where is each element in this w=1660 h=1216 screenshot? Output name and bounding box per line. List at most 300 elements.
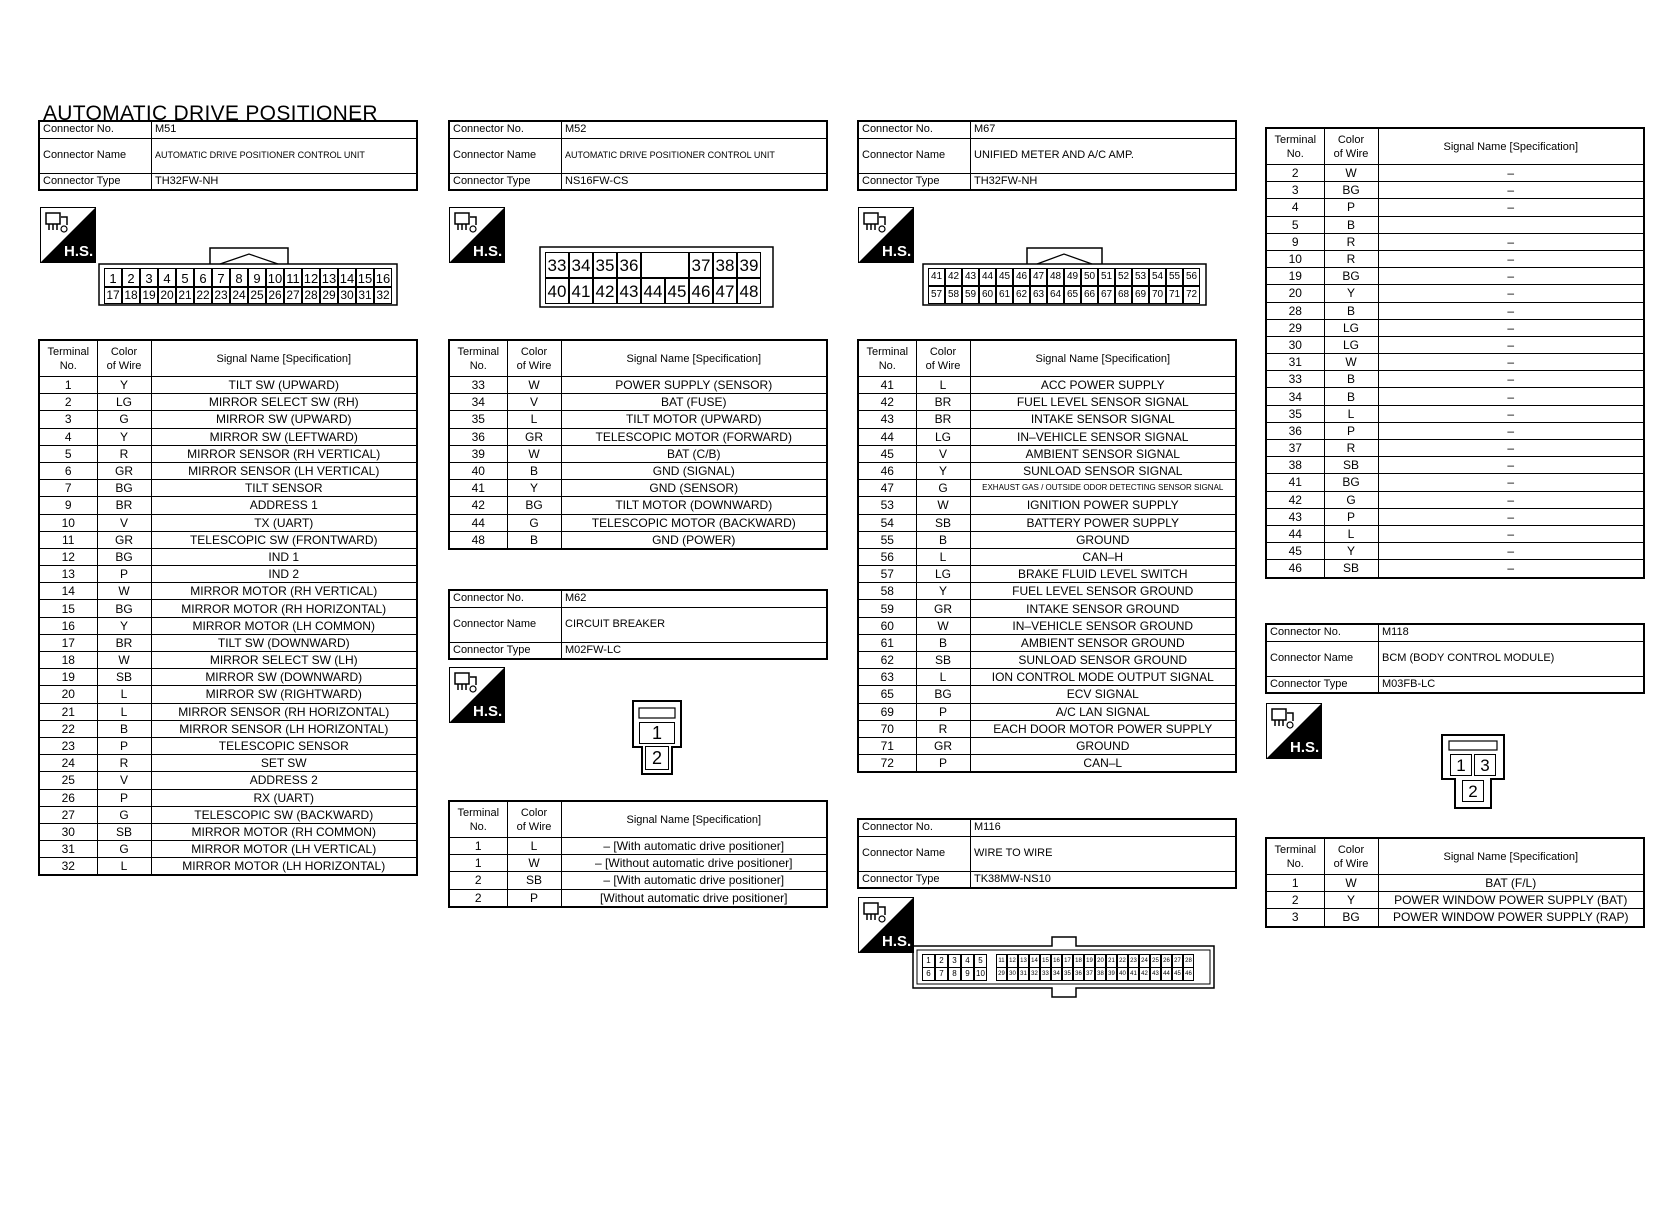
table-row xyxy=(39,823,417,840)
terminal-no: 6 xyxy=(39,462,97,479)
table-row xyxy=(39,652,417,669)
table-row xyxy=(39,428,417,445)
terminal-no: 39 xyxy=(449,445,507,462)
pin-33: 33 xyxy=(1040,967,1051,981)
terminal-no: 2 xyxy=(1266,892,1324,909)
signal-name: – xyxy=(1378,336,1644,353)
wire-color: LG xyxy=(1324,319,1378,336)
terminal-table-m52 xyxy=(448,339,828,550)
pin-63: 63 xyxy=(1030,286,1047,304)
pin-39: 39 xyxy=(737,252,761,278)
terminal-no: 38 xyxy=(1266,457,1324,474)
terminal-no: 55 xyxy=(858,531,916,548)
signal-name: – xyxy=(1378,250,1644,267)
wire-color: LG xyxy=(1324,336,1378,353)
wire-color: R xyxy=(97,445,151,462)
connector-face-m52 xyxy=(539,246,774,308)
wire-color: L xyxy=(507,411,561,428)
wire-color: L xyxy=(97,686,151,703)
wire-color: BR xyxy=(916,411,970,428)
signal-name: BAT (FUSE) xyxy=(561,394,827,411)
terminal-no: 25 xyxy=(39,772,97,789)
table-row xyxy=(858,583,1236,600)
table-row xyxy=(1266,474,1644,491)
signal-name: INTAKE SENSOR GROUND xyxy=(970,600,1236,617)
signal-name: TELESCOPIC SW (BACKWARD) xyxy=(151,806,417,823)
terminal-no: 41 xyxy=(1266,474,1324,491)
wire-color: B xyxy=(507,531,561,549)
terminal-no: 11 xyxy=(39,531,97,548)
connector-type-label: Connector Type xyxy=(1266,676,1379,693)
pin-11: 11 xyxy=(996,954,1007,968)
terminal-no: 32 xyxy=(39,858,97,876)
pin-9: 9 xyxy=(961,967,974,981)
pin-41: 41 xyxy=(1128,967,1139,981)
table-row xyxy=(449,497,827,514)
connector-face-m118 xyxy=(1441,734,1505,809)
signal-name: TILT SENSOR xyxy=(151,480,417,497)
pin-16: 16 xyxy=(1051,954,1062,968)
table-row xyxy=(858,514,1236,531)
pin-25: 25 xyxy=(1150,954,1161,968)
table-row xyxy=(39,789,417,806)
signal-name: – xyxy=(1378,388,1644,405)
table-row xyxy=(449,531,827,549)
wire-color: B xyxy=(916,531,970,548)
pin-54: 54 xyxy=(1149,268,1166,286)
table-row xyxy=(449,838,827,855)
pin-23: 23 xyxy=(1128,954,1139,968)
terminal-no: 59 xyxy=(858,600,916,617)
pin-19: 19 xyxy=(1084,954,1095,968)
pin-26: 26 xyxy=(266,286,284,304)
table-row xyxy=(449,411,827,428)
connector-name-label: Connector Name xyxy=(449,607,562,642)
terminal-no: 58 xyxy=(858,583,916,600)
terminal-no: 34 xyxy=(449,394,507,411)
signal-name: TX (UART) xyxy=(151,514,417,531)
pin-5: 5 xyxy=(176,268,194,288)
connector-no-label: Connector No. xyxy=(1266,624,1379,641)
signal-name: MIRROR SW (LEFTWARD) xyxy=(151,428,417,445)
terminal-no: 1 xyxy=(449,838,507,855)
terminal-no: 71 xyxy=(858,737,916,754)
table-row xyxy=(858,634,1236,651)
pin-47: 47 xyxy=(1030,268,1047,286)
pin-10: 10 xyxy=(266,268,284,288)
connector-info-m67 xyxy=(857,120,1237,191)
wire-color: V xyxy=(507,394,561,411)
terminal-no: 13 xyxy=(39,566,97,583)
pin-44: 44 xyxy=(641,278,665,304)
terminal-no: 1 xyxy=(39,377,97,394)
table-row xyxy=(1266,560,1644,578)
terminal-no: 10 xyxy=(39,514,97,531)
table-row xyxy=(858,755,1236,773)
table-row xyxy=(858,720,1236,737)
signal-name: MIRROR SENSOR (LH HORIZONTAL) xyxy=(151,720,417,737)
connector-no-label: Connector No. xyxy=(39,121,152,138)
table-row xyxy=(39,377,417,394)
wire-color: LG xyxy=(916,566,970,583)
wire-color: GR xyxy=(507,428,561,445)
pin-33: 33 xyxy=(545,252,569,278)
wire-color: BG xyxy=(916,686,970,703)
terminal-no: 54 xyxy=(858,514,916,531)
wire-color: G xyxy=(97,841,151,858)
connector-info-m62 xyxy=(448,589,828,660)
terminal-no: 29 xyxy=(1266,319,1324,336)
wire-color: GR xyxy=(97,462,151,479)
terminal-no: 31 xyxy=(1266,354,1324,371)
pin-row-top-right xyxy=(996,954,1194,968)
wire-color: W xyxy=(1324,875,1378,892)
connector-name: AUTOMATIC DRIVE POSITIONER CONTROL UNIT xyxy=(152,138,418,173)
terminal-no: 23 xyxy=(39,737,97,754)
table-row xyxy=(1266,336,1644,353)
pin-12: 12 xyxy=(302,268,320,288)
table-row xyxy=(858,531,1236,548)
pin-31: 31 xyxy=(1018,967,1029,981)
terminal-no: 36 xyxy=(449,428,507,445)
signal-name: POWER WINDOW POWER SUPPLY (RAP) xyxy=(1378,909,1644,927)
signal-name: IGNITION POWER SUPPLY xyxy=(970,497,1236,514)
signal-name-header: Signal Name [Specification] xyxy=(1378,838,1644,875)
signal-name: – xyxy=(1378,285,1644,302)
connector-name: UNIFIED METER AND A/C AMP. xyxy=(971,138,1237,173)
table-row xyxy=(449,445,827,462)
terminal-no: 42 xyxy=(858,394,916,411)
signal-name: RX (UART) xyxy=(151,789,417,806)
pin-12: 12 xyxy=(1007,954,1018,968)
wire-color: V xyxy=(916,445,970,462)
connector-info-m118 xyxy=(1265,623,1645,694)
signal-name: ECV SIGNAL xyxy=(970,686,1236,703)
pin-43: 43 xyxy=(962,268,979,286)
harness-side-icon xyxy=(449,207,505,263)
table-row xyxy=(858,600,1236,617)
table-row xyxy=(858,411,1236,428)
wire-color: W xyxy=(916,497,970,514)
wire-color: SB xyxy=(916,514,970,531)
signal-name: BRAKE FLUID LEVEL SWITCH xyxy=(970,566,1236,583)
wire-color: L xyxy=(97,703,151,720)
terminal-no: 53 xyxy=(858,497,916,514)
table-row xyxy=(39,634,417,651)
harness-side-icon xyxy=(1266,703,1322,759)
terminal-no: 24 xyxy=(39,755,97,772)
pin-9: 9 xyxy=(248,268,266,288)
table-row xyxy=(1266,491,1644,508)
pin-72: 72 xyxy=(1183,286,1200,304)
pin-62: 62 xyxy=(1013,286,1030,304)
wire-color: B xyxy=(507,462,561,479)
pin-1: 1 xyxy=(1450,754,1472,776)
terminal-no: 4 xyxy=(39,428,97,445)
signal-name: BAT (C/B) xyxy=(561,445,827,462)
wire-color: V xyxy=(97,514,151,531)
table-row xyxy=(1266,457,1644,474)
connector-no-label: Connector No. xyxy=(449,121,562,138)
wire-color: Y xyxy=(507,480,561,497)
pin-2: 2 xyxy=(122,268,140,288)
wire-color: Y xyxy=(97,617,151,634)
signal-name: – xyxy=(1378,560,1644,578)
wire-color: Y xyxy=(1324,892,1378,909)
terminal-no: 18 xyxy=(39,652,97,669)
signal-name: ION CONTROL MODE OUTPUT SIGNAL xyxy=(970,669,1236,686)
table-row xyxy=(1266,268,1644,285)
pin-37: 37 xyxy=(1084,967,1095,981)
color-of-wire-header: Color of Wire xyxy=(1324,838,1378,875)
wire-color: SB xyxy=(507,872,561,889)
terminal-no: 44 xyxy=(449,514,507,531)
hs-label: H.S. xyxy=(64,243,94,260)
wire-color: P xyxy=(916,703,970,720)
pin-27: 27 xyxy=(1172,954,1183,968)
pin-4: 4 xyxy=(158,268,176,288)
signal-name: EXHAUST GAS / OUTSIDE ODOR DETECTING SENSOR SIGNAL xyxy=(970,480,1236,497)
pin-44: 44 xyxy=(979,268,996,286)
wire-color: SB xyxy=(1324,457,1378,474)
pin-66: 66 xyxy=(1081,286,1098,304)
table-row xyxy=(39,737,417,754)
pin-42: 42 xyxy=(1139,967,1150,981)
wire-color: L xyxy=(1324,405,1378,422)
pin-18: 18 xyxy=(1073,954,1084,968)
pin-row-bottom-left xyxy=(922,967,987,981)
pin-71: 71 xyxy=(1166,286,1183,304)
table-row xyxy=(39,480,417,497)
table-row xyxy=(1266,892,1644,909)
wire-color: V xyxy=(97,772,151,789)
pin-13: 13 xyxy=(320,268,338,288)
signal-name: – xyxy=(1378,491,1644,508)
wire-color: SB xyxy=(97,669,151,686)
wire-color: G xyxy=(916,480,970,497)
wire-color: R xyxy=(1324,250,1378,267)
color-of-wire-header: Color of Wire xyxy=(507,801,561,838)
terminal-no-header: Terminal No. xyxy=(1266,128,1324,165)
terminal-no: 9 xyxy=(39,497,97,514)
hs-label: H.S. xyxy=(473,703,503,720)
signal-name: BATTERY POWER SUPPLY xyxy=(970,514,1236,531)
pin-20: 20 xyxy=(1095,954,1106,968)
signal-name: – [With automatic drive positioner] xyxy=(561,872,827,889)
pin-37: 37 xyxy=(689,252,713,278)
signal-name: MIRROR SW (DOWNWARD) xyxy=(151,669,417,686)
pin-5: 5 xyxy=(974,954,987,968)
wire-color: LG xyxy=(916,428,970,445)
pin-3: 3 xyxy=(140,268,158,288)
pin-47: 47 xyxy=(713,278,737,304)
wire-color: R xyxy=(97,755,151,772)
terminal-no: 14 xyxy=(39,583,97,600)
signal-name-header: Signal Name [Specification] xyxy=(561,340,827,377)
wire-color: L xyxy=(507,838,561,855)
terminal-no-header: Terminal No. xyxy=(1266,838,1324,875)
table-row xyxy=(1266,182,1644,199)
terminal-no: 7 xyxy=(39,480,97,497)
signal-name: – xyxy=(1378,233,1644,250)
pin-41: 41 xyxy=(928,268,945,286)
connector-type-label: Connector Type xyxy=(858,173,971,190)
table-row xyxy=(39,445,417,462)
signal-name: – xyxy=(1378,543,1644,560)
table-row xyxy=(39,669,417,686)
pin-28: 28 xyxy=(302,286,320,304)
signal-name: – xyxy=(1378,474,1644,491)
terminal-no-header: Terminal No. xyxy=(858,340,916,377)
signal-name: ADDRESS 2 xyxy=(151,772,417,789)
connector-name-label: Connector Name xyxy=(449,138,562,173)
connector-no-label: Connector No. xyxy=(449,590,562,607)
wire-color: L xyxy=(916,548,970,565)
table-row xyxy=(39,858,417,876)
pin-44: 44 xyxy=(1161,967,1172,981)
pin-15: 15 xyxy=(1040,954,1051,968)
signal-name: TELESCOPIC SENSOR xyxy=(151,737,417,754)
pin-27: 27 xyxy=(284,286,302,304)
table-row xyxy=(858,617,1236,634)
wire-color: W xyxy=(507,445,561,462)
color-of-wire-header: Color of Wire xyxy=(1324,128,1378,165)
connector-name-label: Connector Name xyxy=(858,138,971,173)
signal-name: ADDRESS 1 xyxy=(151,497,417,514)
table-row xyxy=(1266,285,1644,302)
pin-31: 31 xyxy=(356,286,374,304)
wire-color: W xyxy=(97,583,151,600)
pin-17: 17 xyxy=(104,286,122,304)
pin-38: 38 xyxy=(1095,967,1106,981)
terminal-no: 63 xyxy=(858,669,916,686)
hs-label: H.S. xyxy=(882,933,912,950)
terminal-no: 46 xyxy=(1266,560,1324,578)
wire-color: G xyxy=(507,514,561,531)
signal-name: SUNLOAD SENSOR SIGNAL xyxy=(970,462,1236,479)
pin-36: 36 xyxy=(617,252,641,278)
table-row xyxy=(1266,233,1644,250)
pin-17: 17 xyxy=(1062,954,1073,968)
signal-name: – xyxy=(1378,440,1644,457)
wire-color: BG xyxy=(97,480,151,497)
connector-no: M52 xyxy=(562,121,828,138)
connector-no: M116 xyxy=(971,819,1237,836)
pin-40: 40 xyxy=(545,278,569,304)
pin-25: 25 xyxy=(248,286,266,304)
pin-21: 21 xyxy=(1106,954,1117,968)
wire-color: SB xyxy=(1324,560,1378,578)
table-row xyxy=(858,737,1236,754)
connector-type: TK38MW-NS10 xyxy=(971,871,1237,888)
signal-name: MIRROR MOTOR (LH VERTICAL) xyxy=(151,841,417,858)
terminal-table-m67 xyxy=(857,339,1237,773)
table-row xyxy=(1266,216,1644,233)
color-of-wire-header: Color of Wire xyxy=(507,340,561,377)
connector-type: NS16FW-CS xyxy=(562,173,828,190)
connector-name: AUTOMATIC DRIVE POSITIONER CONTROL UNIT xyxy=(562,138,828,173)
connector-type-label: Connector Type xyxy=(449,173,562,190)
wire-color: BR xyxy=(97,497,151,514)
pin-10: 10 xyxy=(974,967,987,981)
terminal-no: 26 xyxy=(39,789,97,806)
connector-type-label: Connector Type xyxy=(39,173,152,190)
terminal-no: 31 xyxy=(39,841,97,858)
table-row xyxy=(39,755,417,772)
signal-name: MIRROR SENSOR (RH VERTICAL) xyxy=(151,445,417,462)
terminal-no-header: Terminal No. xyxy=(449,801,507,838)
terminal-no: 70 xyxy=(858,720,916,737)
terminal-no: 40 xyxy=(449,462,507,479)
pin-55: 55 xyxy=(1166,268,1183,286)
wire-color: G xyxy=(97,411,151,428)
terminal-no: 12 xyxy=(39,548,97,565)
wire-color: P xyxy=(97,566,151,583)
pin-1: 1 xyxy=(104,268,122,288)
connector-name-label: Connector Name xyxy=(858,836,971,871)
pin-14: 14 xyxy=(338,268,356,288)
wire-color: W xyxy=(507,377,561,394)
pin-64: 64 xyxy=(1047,286,1064,304)
wire-color: R xyxy=(1324,233,1378,250)
pin-65: 65 xyxy=(1064,286,1081,304)
signal-name: MIRROR MOTOR (LH COMMON) xyxy=(151,617,417,634)
terminal-no: 35 xyxy=(1266,405,1324,422)
wire-color: Y xyxy=(916,583,970,600)
terminal-no: 19 xyxy=(1266,268,1324,285)
wire-color: G xyxy=(1324,491,1378,508)
table-row xyxy=(449,394,827,411)
signal-name-header: Signal Name [Specification] xyxy=(1378,128,1644,165)
pin-22: 22 xyxy=(1117,954,1128,968)
terminal-no: 37 xyxy=(1266,440,1324,457)
harness-side-icon xyxy=(449,667,505,723)
pin-7: 7 xyxy=(935,967,948,981)
connector-no-label: Connector No. xyxy=(858,121,971,138)
table-row xyxy=(39,566,417,583)
table-row xyxy=(449,889,827,907)
hs-label: H.S. xyxy=(473,243,503,260)
pin-56: 56 xyxy=(1183,268,1200,286)
pin-51: 51 xyxy=(1098,268,1115,286)
pin-38: 38 xyxy=(713,252,737,278)
terminal-table-m51 xyxy=(38,339,418,876)
pin-46: 46 xyxy=(1183,967,1194,981)
pin-45: 45 xyxy=(996,268,1013,286)
pin-24: 24 xyxy=(1139,954,1150,968)
terminal-no: 27 xyxy=(39,806,97,823)
terminal-no: 60 xyxy=(858,617,916,634)
connector-name-label: Connector Name xyxy=(1266,641,1379,676)
signal-name: TILT SW (DOWNWARD) xyxy=(151,634,417,651)
pin-36: 36 xyxy=(1073,967,1084,981)
signal-name: GROUND xyxy=(970,531,1236,548)
connector-type: M03FB-LC xyxy=(1379,676,1645,693)
terminal-no: 43 xyxy=(858,411,916,428)
terminal-no: 2 xyxy=(449,872,507,889)
signal-name: – xyxy=(1378,182,1644,199)
pin-13: 13 xyxy=(1018,954,1029,968)
pin-22: 22 xyxy=(194,286,212,304)
pin-14: 14 xyxy=(1029,954,1040,968)
terminal-no-header: Terminal No. xyxy=(449,340,507,377)
signal-name: INTAKE SENSOR SIGNAL xyxy=(970,411,1236,428)
signal-name: AMBIENT SENSOR GROUND xyxy=(970,634,1236,651)
pin-15: 15 xyxy=(356,268,374,288)
connector-no: M62 xyxy=(562,590,828,607)
connector-info-m51 xyxy=(38,120,418,191)
signal-name: MIRROR SW (RIGHTWARD) xyxy=(151,686,417,703)
